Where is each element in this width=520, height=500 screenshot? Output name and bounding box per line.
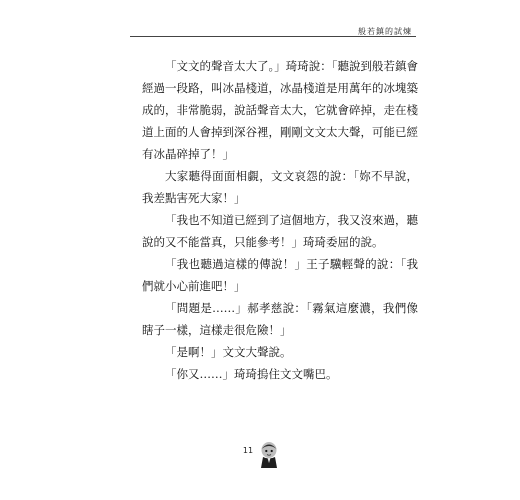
paragraph: 「文文的聲音太大了。」琦琦說：「聽說到般若鎮會經過一段路，叫冰晶棧道，冰晶棧道是用萬年的冰塊築成的，非常脆弱，說話聲音太大，它就會碎掉，走在棧道上面的人會掉到深谷裡，剛剛文文太大聲，可能已經有冰晶碎掉了！」 [142,59,418,161]
paragraph: 「我也聽過這樣的傳說！」王子驥輕聲的說：「我們就小心前進吧！」 [142,257,418,293]
paragraph: 「是啊！」文文大聲說。 [165,345,292,359]
paragraph: 「你又……」琦琦摀住文文嘴巴。 [165,367,338,381]
paragraph: 「問題是……」郝孝慈說：「霧氣這麼濃，我們像瞎子一樣，這樣走很危險！」 [142,301,418,337]
running-head: 般若鎮的試煉 [358,27,412,36]
page-number: 11 [242,446,254,455]
paragraph: 大家聽得面面相覷，文文哀怨的說：「妳不早說，我差點害死大家！」 [142,169,418,205]
paragraph: 「我也不知道已經到了這個地方，我又沒來過，聽說的又不能當真，只能參考！」琦琦委屈的說。 [142,213,418,249]
cartoon-character-icon [257,441,281,469]
header-rule [130,36,416,37]
body-text [142,55,418,385]
